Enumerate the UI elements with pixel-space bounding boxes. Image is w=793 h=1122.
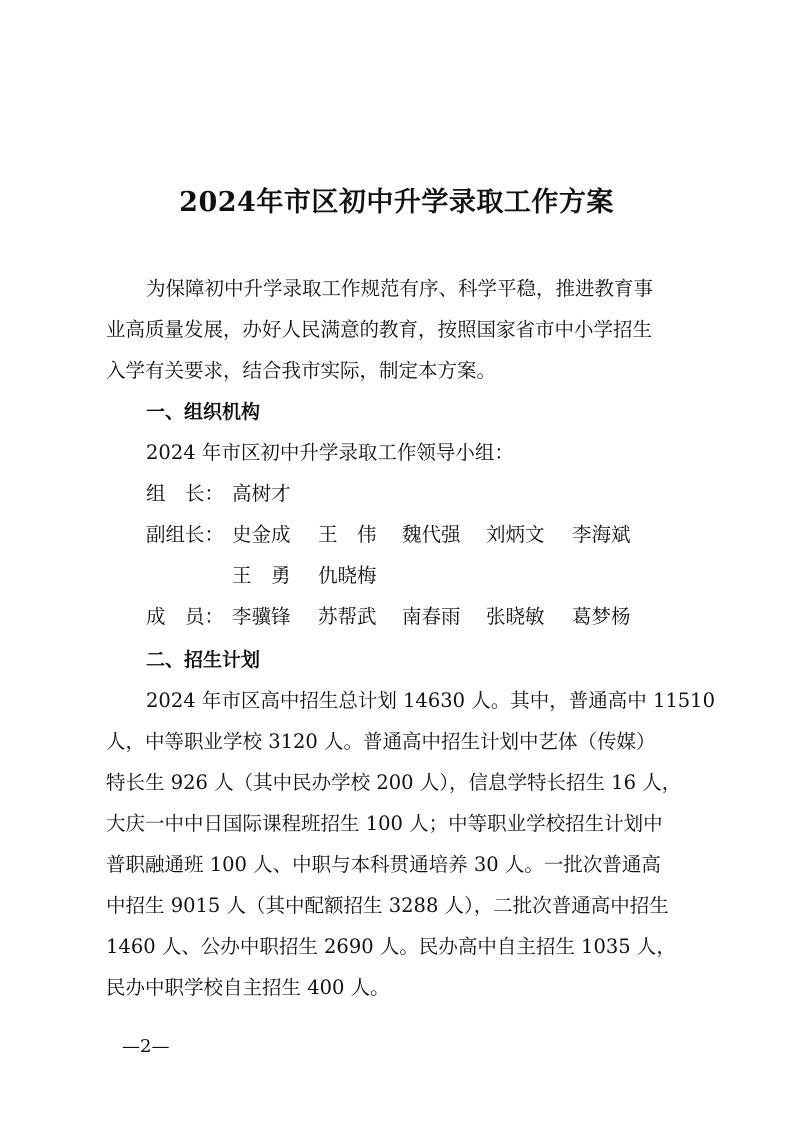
plan-line: 民办中职学校自主招生 400 人。	[106, 976, 390, 999]
leader-name: 高树才	[232, 482, 291, 505]
deputy-row-continued	[146, 562, 706, 590]
member-label: 成 员：	[146, 605, 225, 628]
member-name: 葛梦杨	[572, 605, 631, 628]
deputy-name: 史金成	[232, 523, 291, 546]
document-title: 2024年市区初中升学录取工作方案	[179, 187, 614, 218]
plan-line: 中招生 9015 人（其中配额招生 3288 人），二批次普通高中招生	[106, 894, 669, 917]
leader-row	[146, 480, 706, 508]
deputy-name: 王 勇	[232, 564, 291, 587]
deputy-name: 魏代强	[402, 523, 461, 546]
plan-line: 1460 人、公办中职招生 2690 人。民办高中自主招生 1035 人，	[106, 935, 676, 958]
member-name: 苏帮武	[318, 605, 377, 628]
plan-line: 2024 年市区高中招生总计划 14630 人。其中，普通高中 11510	[146, 689, 715, 712]
plan-line: 人，中等职业学校 3120 人。普通高中招生计划中艺体（传媒）	[106, 730, 656, 753]
intro-line: 业高质量发展，办好人民满意的教育，按照国家省市中小学招生	[106, 318, 653, 341]
member-name: 张晓敏	[486, 605, 545, 628]
member-name: 南春雨	[402, 605, 461, 628]
section-heading-enrollment-plan: 二、招生计划	[146, 649, 261, 671]
plan-line: 普职融通班 100 人、中职与本科贯通培养 30 人。一批次普通高	[106, 853, 661, 876]
deputy-name: 刘炳文	[486, 523, 545, 546]
section-heading-organization: 一、组织机构	[146, 401, 261, 423]
member-name: 李骥锋	[232, 605, 291, 628]
intro-line: 为保障初中升学录取工作规范有序、科学平稳，推进教育事	[146, 277, 654, 300]
deputy-name: 李海斌	[572, 523, 631, 546]
page-number: —2—	[122, 1036, 170, 1057]
plan-line: 大庆一中中日国际课程班招生 100 人；中等职业学校招生计划中	[106, 812, 663, 835]
intro-line: 入学有关要求，结合我市实际，制定本方案。	[106, 359, 497, 382]
deputy-row	[146, 521, 706, 549]
deputy-label: 副组长：	[146, 523, 225, 546]
group-title: 2024 年市区初中升学录取工作领导小组：	[146, 441, 514, 464]
member-row	[146, 603, 706, 631]
leader-label: 组 长：	[146, 482, 225, 505]
plan-line: 特长生 926 人（其中民办学校 200 人），信息学特长招生 16 人，	[106, 771, 682, 794]
deputy-name: 仇晓梅	[318, 564, 377, 587]
deputy-name: 王 伟	[318, 523, 377, 546]
